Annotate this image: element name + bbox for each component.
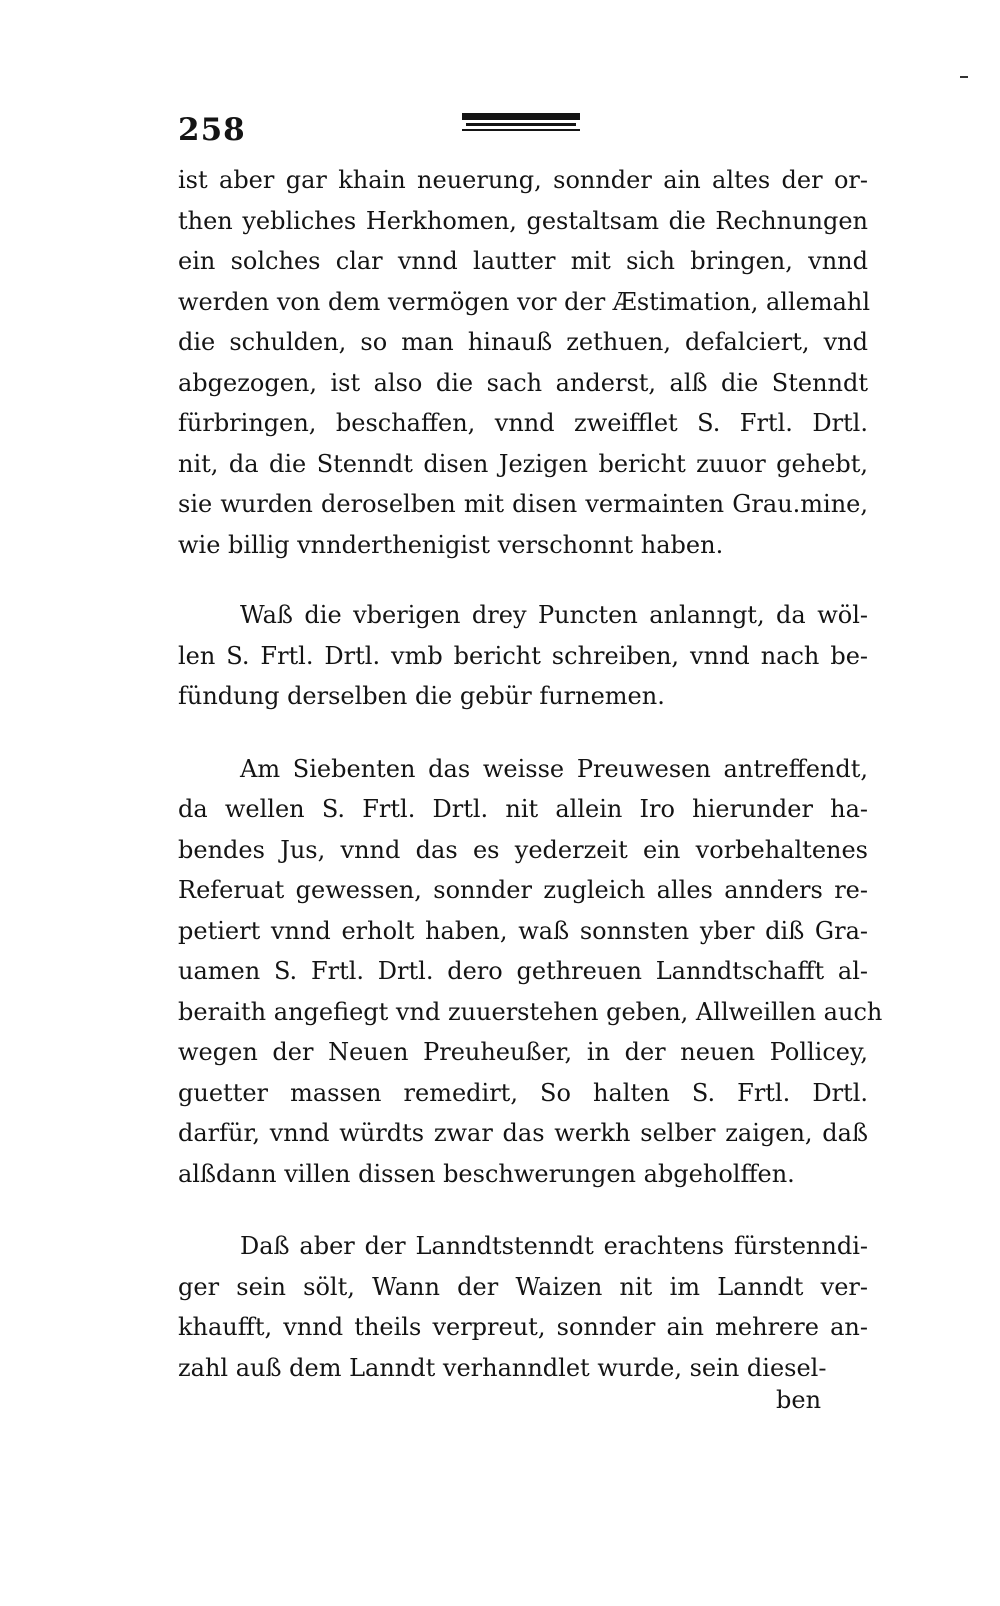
text-line: uamen S. Frtl. Drtl. dero gethreuen Lanndtschafft al- [178, 957, 868, 985]
edge-mark [960, 76, 968, 78]
text-line: guetter massen remedirt, So halten S. Frtl. Drtl. [178, 1078, 868, 1107]
text-line: Referuat gewessen, sonnder zugleich alles annders re- [178, 876, 868, 904]
text-line: khaufft, vnnd theils verpreut, sonnder ain mehrere an- [178, 1313, 868, 1341]
text-line: Am Siebenten das weisse Preuwesen antreffendt, [240, 754, 868, 783]
text-line: wegen der Neuen Preuheußer, in der neuen Pollicey, [178, 1038, 868, 1066]
text-line: abgezogen, ist also die sach anderst, alß die Stenndt [178, 368, 868, 397]
text-line: zahl auß dem Lanndt verhanndlet wurde, sein diesel- [178, 1353, 827, 1382]
paragraph-gap [178, 717, 868, 749]
paragraph-4 [178, 1226, 868, 1388]
text-line: ist aber gar khain neuerung, sonnder ain altes der or- [178, 166, 868, 194]
text-line: ein solches clar vnnd lautter mit sich bringen, vnnd [178, 247, 868, 275]
text-line: Waß die vberigen drey Puncten anlanngt, da wöl- [240, 601, 868, 629]
paragraph-gap [178, 1194, 868, 1226]
text-line: da wellen S. Frtl. Drtl. nit allein Iro hierunder ha- [178, 795, 868, 823]
text-line: Daß aber der Lanndtstenndt erachtens fürstenndi- [240, 1232, 868, 1260]
text-line: darfür, vnnd würdts zwar das werkh selber zaigen, daß [178, 1119, 868, 1147]
text-line: len S. Frtl. Drtl. vmb bericht schreiben, vnnd nach be- [178, 641, 868, 670]
page-number: 258 [178, 112, 246, 148]
text-line: sie wurden deroselben mit disen vermainten Grau.mine, [178, 490, 868, 518]
paragraph-3 [178, 749, 883, 1195]
text-line: beraith angefiegt vnd zuuerstehen geben, Allweillen auch [178, 997, 883, 1026]
text-line: wie billig vnnderthenigist verschonnt haben. [178, 530, 724, 559]
header-ornament-rule [462, 113, 580, 132]
text-line: alßdann villen dissen beschwerungen abgeholffen. [178, 1159, 795, 1188]
text-line: werden von dem vermögen vor der Æstimation, allemahl [178, 287, 871, 316]
text-line: ger sein sölt, Wann der Waizen nit im Lanndt ver- [178, 1272, 868, 1301]
text-line: fündung derselben die gebür furnemen. [178, 682, 665, 710]
body-text [178, 160, 883, 1388]
paragraph-gap [178, 565, 868, 595]
text-line: bendes Jus, vnnd das es yederzeit ein vorbehaltenes [178, 835, 868, 864]
text-line: nit, da die Stenndt disen Jezigen bericht zuuor gehebt, [178, 449, 868, 478]
text-line: die schulden, so man hinauß zethuen, defalciert, vnd [178, 328, 868, 356]
text-line: petiert vnnd erholt haben, waß sonnsten yber diß Gra- [178, 916, 868, 945]
text-line: then yebliches Herkhomen, gestaltsam die Rechnungen [178, 206, 868, 235]
catchword: ben [776, 1386, 822, 1414]
paragraph-2 [178, 595, 868, 717]
paragraph-1 [178, 160, 871, 565]
text-line: fürbringen, beschaffen, vnnd zweifflet S. Frtl. Drtl. [178, 409, 868, 437]
